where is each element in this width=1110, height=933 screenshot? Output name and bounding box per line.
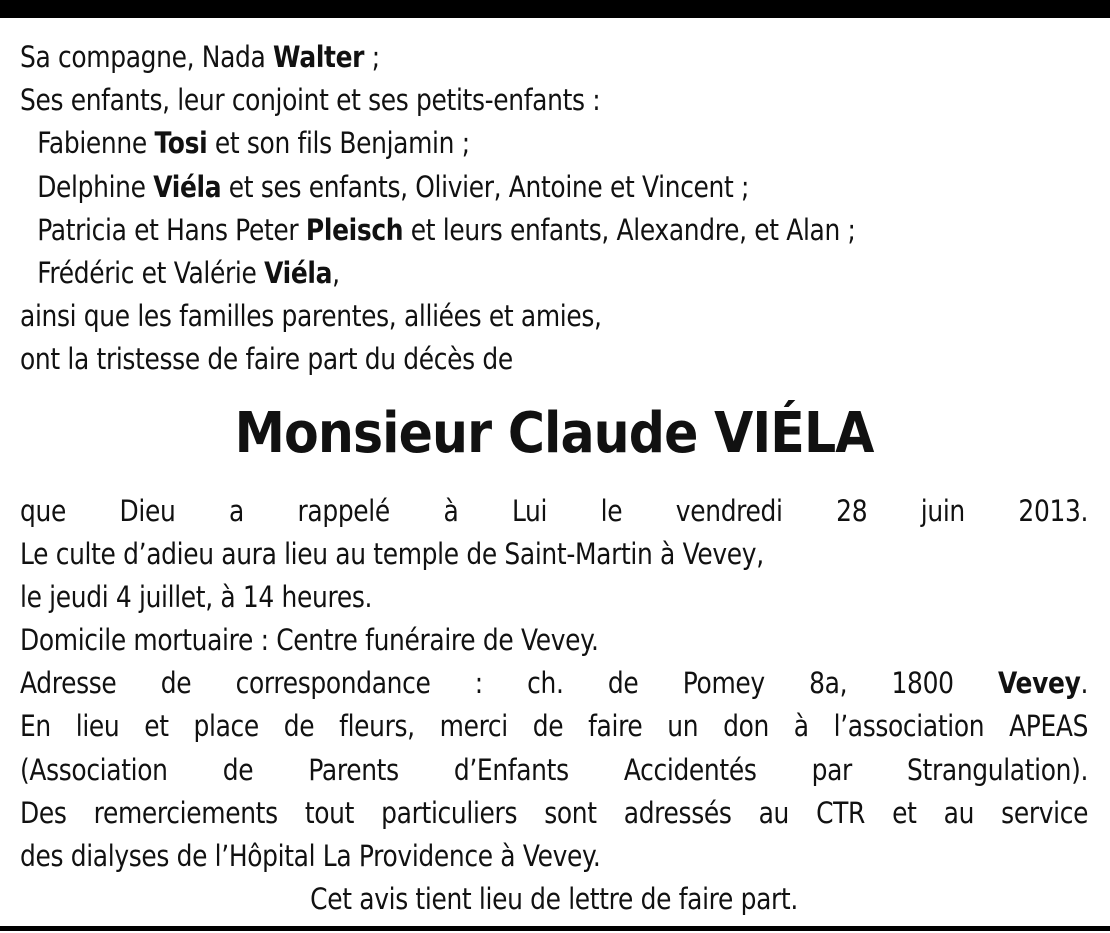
- family-member-line: Delphine Viéla et ses enfants, Olivier, Antoine et Vincent ;: [37, 169, 750, 204]
- member-surname: Tosi: [154, 126, 208, 161]
- families-line: ainsi que les familles parentes, alliées et amies,: [20, 299, 602, 334]
- children-intro: Ses enfants, leur conjoint et ses petits-enfants :: [20, 83, 601, 118]
- death-line: que Dieu a rappelé à Lui le vendredi 28 juin 2013.: [20, 493, 1089, 528]
- member-surname: Viéla: [264, 255, 333, 290]
- notice-body: [20, 36, 1089, 921]
- deceased-name: Monsieur Claude VIÉLA: [234, 400, 874, 466]
- service-line: Le culte d’adieu aura lieu au temple de Saint-Martin à Vevey,: [20, 536, 764, 571]
- partner-surname: Walter: [273, 40, 365, 74]
- closing-line: Cet avis tient lieu de lettre de faire part.: [310, 882, 798, 917]
- domicile-line: Domicile mortuaire : Centre funéraire de Vevey.: [20, 623, 599, 658]
- announcement-line: ont la tristesse de faire part du décès de: [20, 342, 513, 377]
- family-member-line: Frédéric et Valérie Viéla,: [37, 255, 340, 290]
- family-member-line: Patricia et Hans Peter Pleisch et leurs enfants, Alexandre, et Alan ;: [37, 212, 856, 247]
- family-member-line: Fabienne Tosi et son fils Benjamin ;: [37, 126, 470, 161]
- member-surname: Pleisch: [305, 212, 404, 247]
- thanks-line: Des remerciements tout particuliers sont adressés au CTR et au service: [20, 795, 1089, 830]
- member-surname: Viéla: [153, 169, 222, 204]
- bottom-border: [0, 926, 1110, 931]
- partner-line: Sa compagne, Nada Walter ;: [20, 40, 380, 74]
- thanks-continuation-line: des dialyses de l’Hôpital La Providence à Vevey.: [20, 839, 601, 873]
- service-date-line: le jeudi 4 juillet, à 14 heures.: [20, 579, 373, 614]
- address-line: Adresse de correspondance : ch. de Pomey 8a, 1800 Vevey.: [20, 666, 1089, 701]
- donation-line: En lieu et place de fleurs, merci de faire un don à l’association APEAS: [20, 709, 1089, 744]
- address-city: Vevey: [997, 666, 1081, 701]
- donation-association-line: (Association de Parents d’Enfants Accidentés par Strangulation).: [20, 752, 1089, 787]
- top-border: [0, 0, 1110, 18]
